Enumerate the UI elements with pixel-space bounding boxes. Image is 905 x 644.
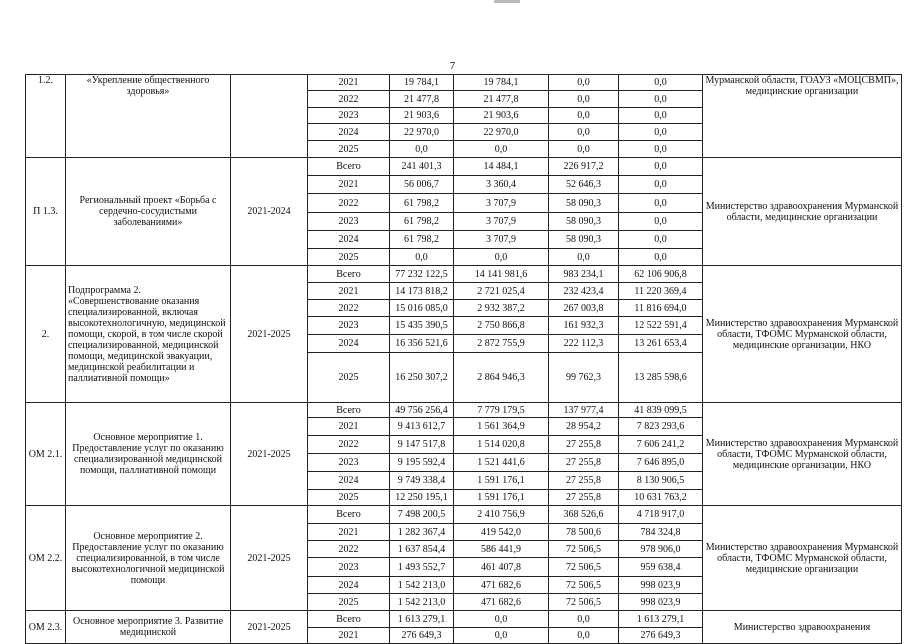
row-source-2: 0,0 — [549, 108, 619, 124]
row-source-3: 10 631 763,2 — [619, 490, 703, 506]
row-source-2: 0,0 — [549, 628, 619, 644]
row-source-2: 58 090,3 — [549, 194, 619, 213]
row-source-1: 2 750 866,8 — [454, 317, 549, 335]
row-source-3: 0,0 — [619, 249, 703, 266]
row-total: 15 435 390,5 — [390, 317, 454, 335]
section-name: Подпрограмма 2. «Совершенствование оказания специализированной, включая высокотехнологичную, медицинской помощи, скорой, в том числе скорой специализированной, медицинской помощи, медицинской эвакуации, медицинской реабилитации и паллиативной помощи» — [66, 266, 231, 403]
row-source-1: 7 779 179,5 — [454, 403, 549, 418]
row-year: 2024 — [308, 472, 390, 490]
row-total: 9 195 592,4 — [390, 454, 454, 472]
row-total: 0,0 — [390, 249, 454, 266]
row-total: 9 413 612,7 — [390, 418, 454, 436]
row-source-2: 0,0 — [549, 611, 619, 628]
section-name: Основное мероприятие 3. Развитие медицинской — [66, 611, 231, 644]
row-year: 2021 — [308, 418, 390, 436]
row-total: 1 542 213,0 — [390, 594, 454, 611]
row-source-3: 41 839 099,5 — [619, 403, 703, 418]
row-source-1: 461 407,8 — [454, 558, 549, 577]
section-code: ОМ 2.3. — [26, 611, 66, 644]
row-year: 2024 — [308, 231, 390, 249]
section-name: Основное мероприятие 1. Предоставление услуг по оказанию специализированной медицинской помощи, паллиативной помощи — [66, 403, 231, 506]
row-total: 21 903,6 — [390, 108, 454, 124]
row-total: 7 498 200,5 — [390, 506, 454, 524]
row-source-1: 1 591 176,1 — [454, 472, 549, 490]
section-executors: Министерство здравоохранения Мурманской области, ТФОМС Мурманской области, медицинские организации, НКО — [703, 266, 902, 403]
row-total: 9 147 517,8 — [390, 436, 454, 454]
table-row — [26, 266, 902, 283]
row-total: 0,0 — [390, 141, 454, 158]
row-total: 22 970,0 — [390, 124, 454, 141]
row-source-3: 0,0 — [619, 124, 703, 141]
row-source-3: 0,0 — [619, 75, 703, 91]
row-source-3: 62 106 906,8 — [619, 266, 703, 283]
row-year: 2024 — [308, 577, 390, 594]
row-total: 276 649,3 — [390, 628, 454, 644]
row-year: Всего — [308, 158, 390, 176]
page-number: 7 — [449, 60, 456, 72]
row-source-3: 998 023,9 — [619, 594, 703, 611]
row-total: 1 637 854,4 — [390, 541, 454, 558]
row-year: 2025 — [308, 594, 390, 611]
row-source-1: 21 477,8 — [454, 91, 549, 108]
row-source-1: 2 721 025,4 — [454, 283, 549, 300]
row-source-1: 2 864 946,3 — [454, 353, 549, 403]
row-total: 16 356 521,6 — [390, 335, 454, 353]
row-source-2: 0,0 — [549, 91, 619, 108]
row-source-2: 0,0 — [549, 141, 619, 158]
row-source-1: 471 682,6 — [454, 577, 549, 594]
row-year: 2021 — [308, 524, 390, 541]
row-total: 1 613 279,1 — [390, 611, 454, 628]
row-source-1: 1 561 364,9 — [454, 418, 549, 436]
row-year: 2024 — [308, 335, 390, 353]
row-source-2: 27 255,8 — [549, 436, 619, 454]
section-name: «Укрепление общественного здоровья» — [66, 75, 231, 158]
row-year: 2021 — [308, 176, 390, 194]
row-total: 16 250 307,2 — [390, 353, 454, 403]
row-total: 15 016 085,0 — [390, 300, 454, 317]
row-source-3: 0,0 — [619, 213, 703, 231]
row-source-2: 0,0 — [549, 124, 619, 141]
row-year: 2022 — [308, 91, 390, 108]
row-year: 2022 — [308, 194, 390, 213]
row-source-1: 3 707,9 — [454, 194, 549, 213]
row-source-1: 2 872 755,9 — [454, 335, 549, 353]
section-executors: Министерство здравоохранения Мурманской области, ТФОМС Мурманской области, медицинские организации, НКО — [703, 403, 902, 506]
row-total: 1 542 213,0 — [390, 577, 454, 594]
row-total: 9 749 338,4 — [390, 472, 454, 490]
row-source-3: 4 718 917,0 — [619, 506, 703, 524]
row-source-1: 1 591 176,1 — [454, 490, 549, 506]
row-source-3: 7 606 241,2 — [619, 436, 703, 454]
row-total: 1 493 552,7 — [390, 558, 454, 577]
row-year: 2021 — [308, 75, 390, 91]
table-row — [26, 75, 902, 91]
row-source-1: 19 784,1 — [454, 75, 549, 91]
row-source-3: 13 285 598,6 — [619, 353, 703, 403]
row-year: 2024 — [308, 124, 390, 141]
row-source-2: 161 932,3 — [549, 317, 619, 335]
row-year: 2022 — [308, 541, 390, 558]
row-source-2: 27 255,8 — [549, 472, 619, 490]
section-code: 1.2. — [26, 75, 66, 158]
row-source-1: 0,0 — [454, 611, 549, 628]
row-source-2: 222 112,3 — [549, 335, 619, 353]
row-source-3: 959 638,4 — [619, 558, 703, 577]
row-source-2: 0,0 — [549, 249, 619, 266]
row-source-3: 0,0 — [619, 231, 703, 249]
row-year: 2025 — [308, 141, 390, 158]
row-source-1: 21 903,6 — [454, 108, 549, 124]
row-source-1: 0,0 — [454, 141, 549, 158]
scan-mark — [494, 0, 520, 3]
row-source-3: 0,0 — [619, 108, 703, 124]
row-source-2: 72 506,5 — [549, 577, 619, 594]
row-year: Всего — [308, 506, 390, 524]
row-source-3: 0,0 — [619, 141, 703, 158]
row-source-2: 99 762,3 — [549, 353, 619, 403]
row-source-3: 7 823 293,6 — [619, 418, 703, 436]
table-row — [26, 158, 902, 176]
row-source-3: 11 220 369,4 — [619, 283, 703, 300]
section-code: ОМ 2.2. — [26, 506, 66, 611]
row-source-1: 3 707,9 — [454, 213, 549, 231]
row-year: 2023 — [308, 213, 390, 231]
row-year: 2021 — [308, 628, 390, 644]
row-source-3: 0,0 — [619, 176, 703, 194]
row-year: Всего — [308, 266, 390, 283]
section-period: 2021-2025 — [231, 266, 308, 403]
row-source-2: 27 255,8 — [549, 454, 619, 472]
row-total: 61 798,2 — [390, 194, 454, 213]
row-source-3: 0,0 — [619, 158, 703, 176]
row-source-3: 13 261 653,4 — [619, 335, 703, 353]
row-source-1: 3 707,9 — [454, 231, 549, 249]
row-source-1: 419 542,0 — [454, 524, 549, 541]
row-total: 241 401,3 — [390, 158, 454, 176]
section-period: 2021-2025 — [231, 403, 308, 506]
row-total: 49 756 256,4 — [390, 403, 454, 418]
row-source-3: 1 613 279,1 — [619, 611, 703, 628]
row-year: 2021 — [308, 283, 390, 300]
row-total: 56 006,7 — [390, 176, 454, 194]
row-source-2: 983 234,1 — [549, 266, 619, 283]
row-year: Всего — [308, 403, 390, 418]
row-year: 2022 — [308, 436, 390, 454]
row-year: 2025 — [308, 353, 390, 403]
section-period: 2021-2025 — [231, 611, 308, 644]
row-source-2: 78 500,6 — [549, 524, 619, 541]
section-name: Региональный проект «Борьба с сердечно-сосудистыми заболеваниями» — [66, 158, 231, 266]
row-year: 2023 — [308, 454, 390, 472]
section-period: 2021-2025 — [231, 506, 308, 611]
row-source-3: 0,0 — [619, 194, 703, 213]
section-executors: Мурманской области, ГОАУЗ «МОЦСВМП», медицинские организации — [703, 75, 902, 158]
row-source-1: 14 141 981,6 — [454, 266, 549, 283]
row-source-2: 72 506,5 — [549, 558, 619, 577]
row-source-2: 28 954,2 — [549, 418, 619, 436]
row-source-1: 0,0 — [454, 249, 549, 266]
row-source-1: 1 514 020,8 — [454, 436, 549, 454]
row-source-2: 267 003,8 — [549, 300, 619, 317]
section-executors: Министерство здравоохранения Мурманской области, ТФОМС Мурманской области, медицинские организации — [703, 506, 902, 611]
row-source-1: 1 521 441,6 — [454, 454, 549, 472]
table-row — [26, 611, 902, 628]
row-source-1: 471 682,6 — [454, 594, 549, 611]
row-source-2: 27 255,8 — [549, 490, 619, 506]
section-period — [231, 75, 308, 158]
row-total: 21 477,8 — [390, 91, 454, 108]
row-source-2: 58 090,3 — [549, 231, 619, 249]
row-source-1: 3 360,4 — [454, 176, 549, 194]
row-year: 2025 — [308, 249, 390, 266]
section-executors: Министерство здравоохранения Мурманской области, медицинские организации — [703, 158, 902, 266]
row-year: 2023 — [308, 558, 390, 577]
section-code: П 1.3. — [26, 158, 66, 266]
row-year: Всего — [308, 611, 390, 628]
row-source-3: 784 324,8 — [619, 524, 703, 541]
row-total: 77 232 122,5 — [390, 266, 454, 283]
row-source-2: 72 506,5 — [549, 541, 619, 558]
section-executors: Министерство здравоохранения — [703, 611, 902, 644]
row-source-2: 72 506,5 — [549, 594, 619, 611]
row-total: 12 250 195,1 — [390, 490, 454, 506]
row-source-2: 232 423,4 — [549, 283, 619, 300]
row-source-3: 998 023,9 — [619, 577, 703, 594]
row-source-3: 978 906,0 — [619, 541, 703, 558]
section-period: 2021-2024 — [231, 158, 308, 266]
row-source-1: 2 410 756,9 — [454, 506, 549, 524]
row-year: 2025 — [308, 490, 390, 506]
row-source-3: 7 646 895,0 — [619, 454, 703, 472]
row-source-1: 14 484,1 — [454, 158, 549, 176]
section-name: Основное мероприятие 2. Предоставление услуг по оказанию специализированной, в том числе высокотехнологичной медицинской помощи — [66, 506, 231, 611]
row-source-3: 276 649,3 — [619, 628, 703, 644]
row-source-2: 52 646,3 — [549, 176, 619, 194]
table-row — [26, 403, 902, 418]
row-source-1: 586 441,9 — [454, 541, 549, 558]
table-row — [26, 506, 902, 524]
row-source-2: 137 977,4 — [549, 403, 619, 418]
row-source-2: 368 526,6 — [549, 506, 619, 524]
row-total: 61 798,2 — [390, 213, 454, 231]
section-code: 2. — [26, 266, 66, 403]
section-code: ОМ 2.1. — [26, 403, 66, 506]
row-year: 2023 — [308, 108, 390, 124]
row-source-3: 8 130 906,5 — [619, 472, 703, 490]
row-source-3: 12 522 591,4 — [619, 317, 703, 335]
row-source-1: 0,0 — [454, 628, 549, 644]
row-source-1: 2 932 387,2 — [454, 300, 549, 317]
budget-table — [25, 74, 902, 644]
row-year: 2022 — [308, 300, 390, 317]
row-total: 61 798,2 — [390, 231, 454, 249]
row-source-2: 0,0 — [549, 75, 619, 91]
row-total: 19 784,1 — [390, 75, 454, 91]
row-source-2: 226 917,2 — [549, 158, 619, 176]
row-source-3: 0,0 — [619, 91, 703, 108]
row-total: 1 282 367,4 — [390, 524, 454, 541]
row-source-3: 11 816 694,0 — [619, 300, 703, 317]
row-total: 14 173 818,2 — [390, 283, 454, 300]
row-source-2: 58 090,3 — [549, 213, 619, 231]
row-year: 2023 — [308, 317, 390, 335]
row-source-1: 22 970,0 — [454, 124, 549, 141]
